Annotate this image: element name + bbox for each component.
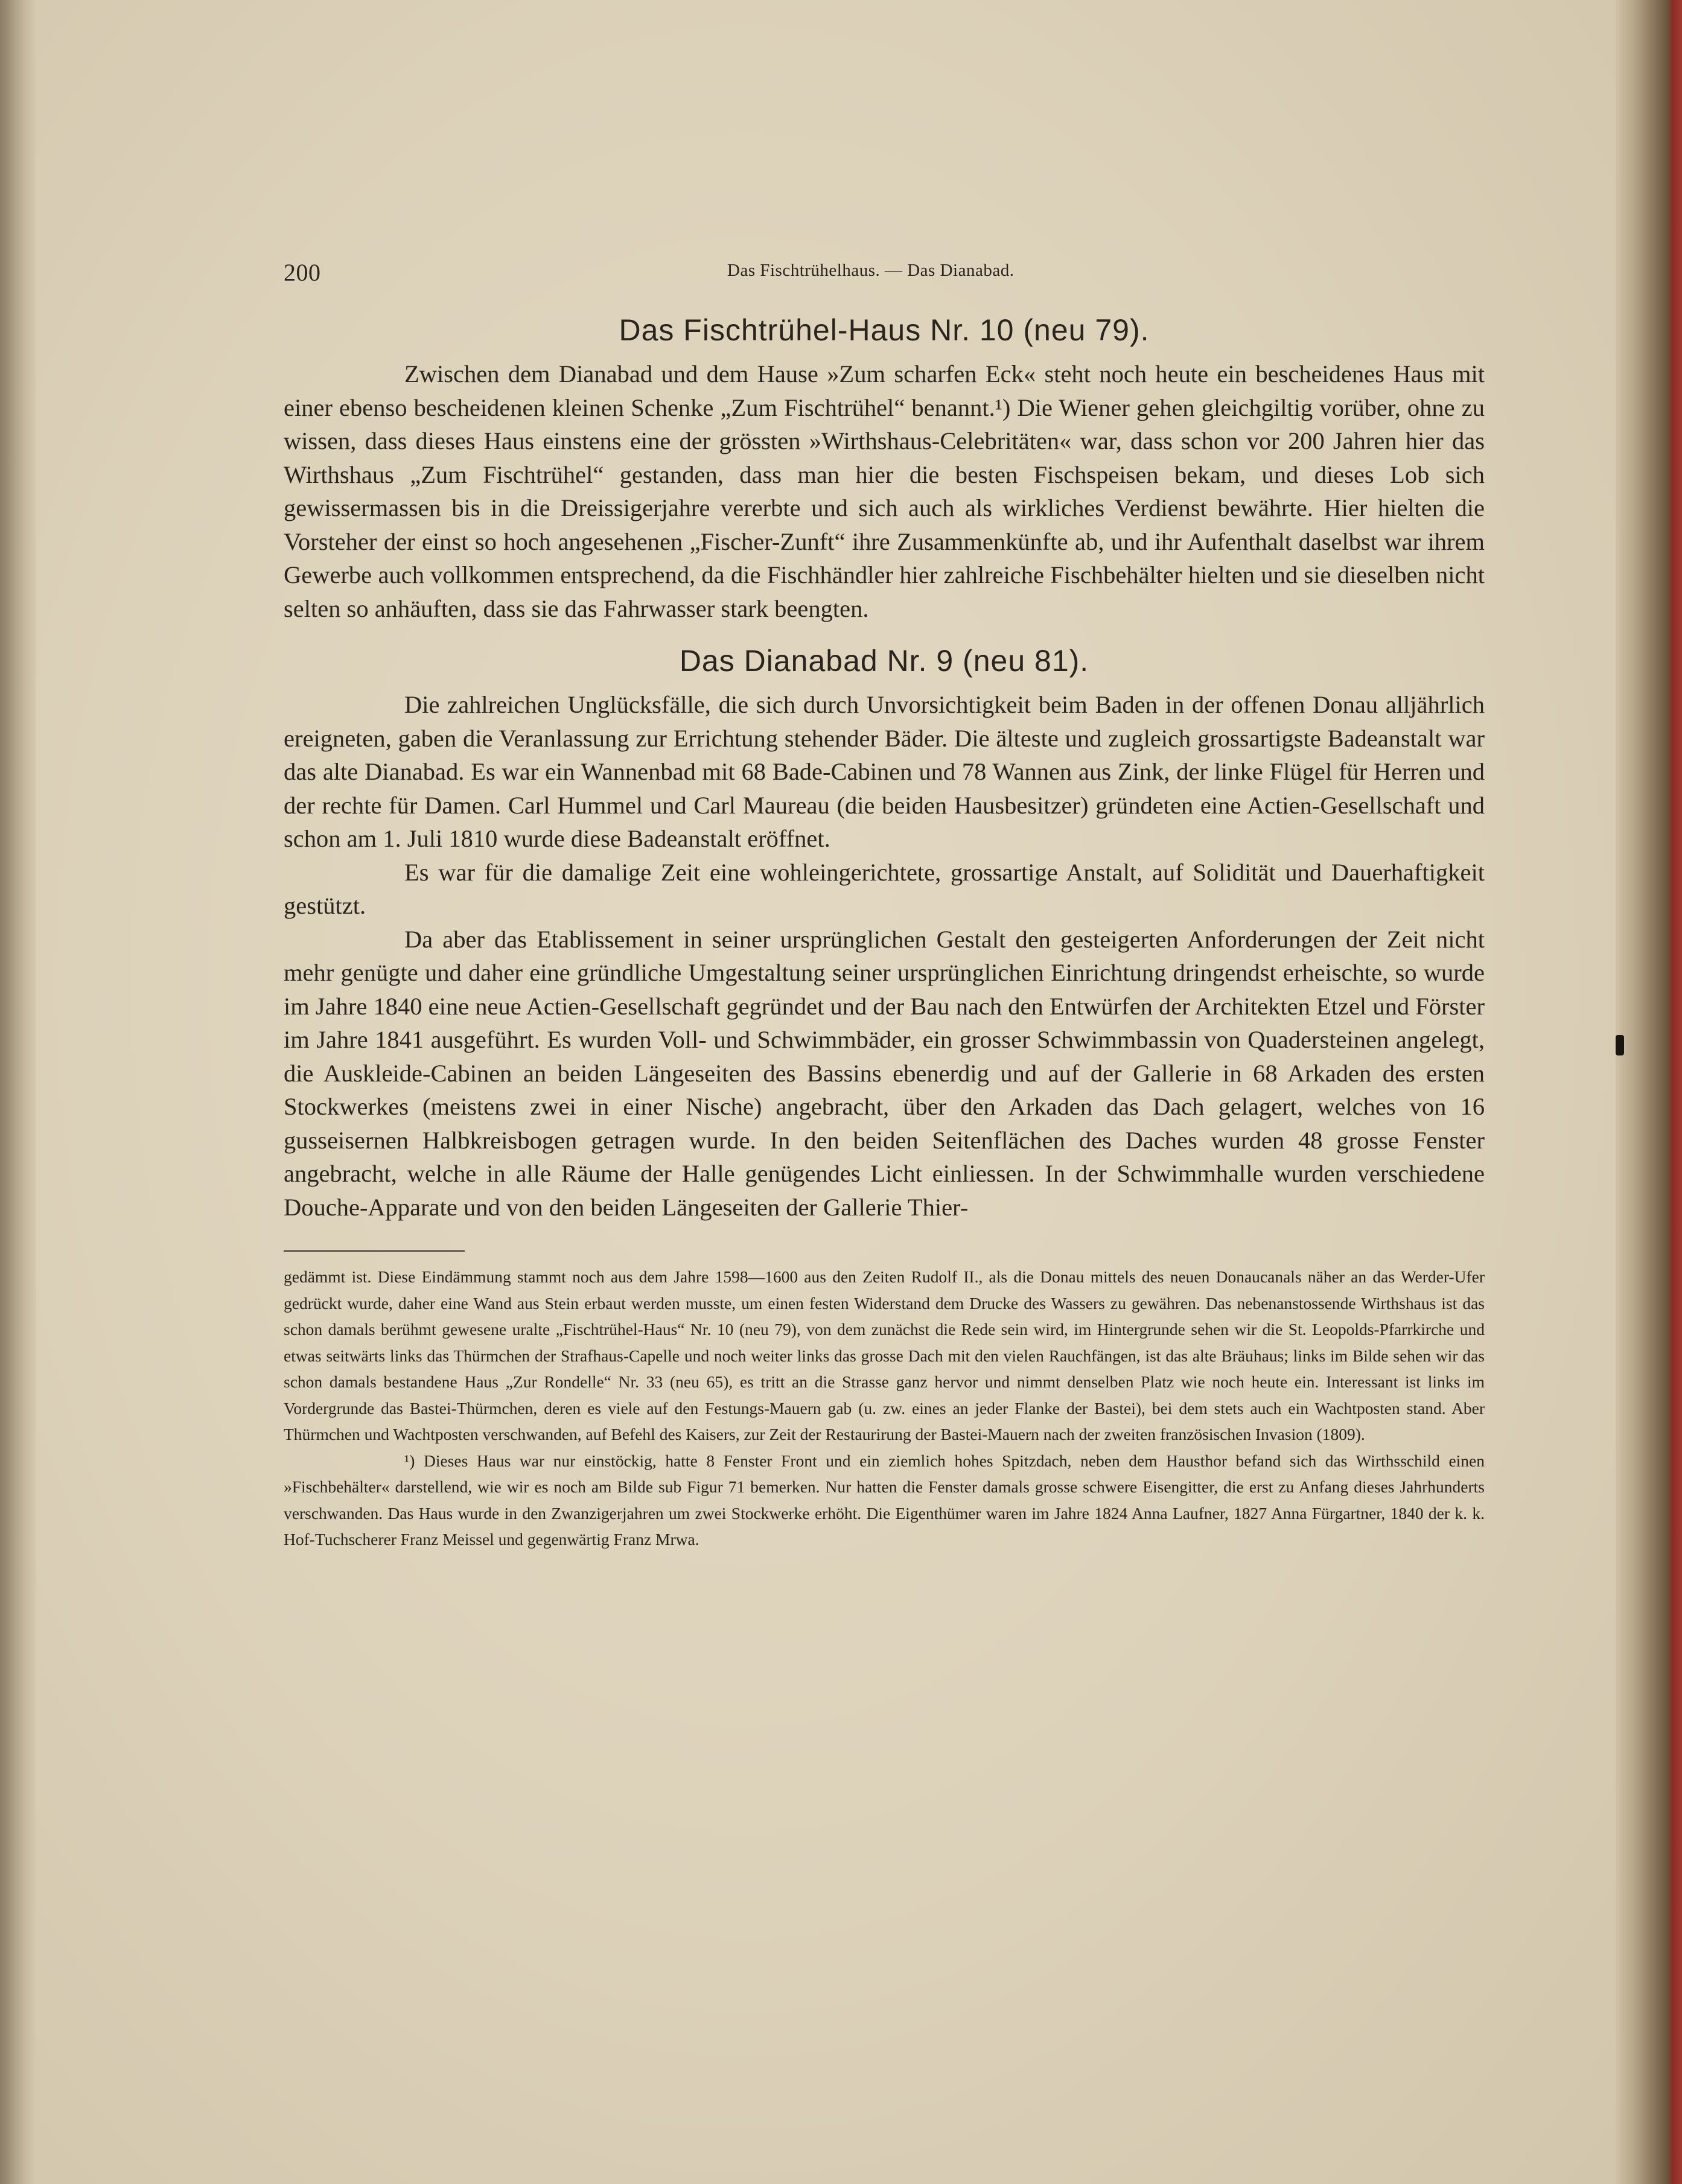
bookmark-tab — [1616, 1035, 1624, 1055]
page-stack-left-edge — [0, 0, 36, 2184]
book-page — [36, 0, 1616, 2184]
footnotes — [284, 1264, 1485, 1553]
footnote-1: ¹) Dieses Haus war nur einstöckig, hatte 8 Fenster Front und ein ziemlich hohes Spitzdach, neben dem Hausthor befand sich das Wirthsschild einen »Fischbehälter« darstellend, wie wir es noch am Bilde sub Figur 71 bemerken. Nur hatten die Fenster damals grosse schwere Eisengitter, die erst zu Anfang dieses Jahrhunderts verschwanden. Das Haus wurde in den Zwanzigerjahren um zwei Stockwerke erhöht. Die Eigenthümer waren im Jahre 1824 Anna Laufner, 1827 Anna Fürgartner, 1840 der k. k. Hof-Tuchscherer Franz Meissel und gegenwärtig Franz Mrwa. — [284, 1451, 1485, 1549]
page-stack-right-edge — [1616, 0, 1682, 2184]
paragraph: Es war für die damalige Zeit eine wohleingerichtete, grossartige Anstalt, auf Solidität und Dauerhaftigkeit gestützt. — [284, 858, 1485, 919]
section-heading: Das Dianabad Nr. 9 (neu 81). — [679, 644, 1089, 678]
footnote-continued: gedämmt ist. Diese Eindämmung stammt noch aus dem Jahre 1598—1600 aus den Zeiten Rudolf II., als die Donau mittels des neuen Donaucanals näher an das Werder-Ufer gedrückt wurde, daher eine Wand aus Stein erbaut werden musste, um einen festen Widerstand dem Drucke des Wassers zu gewähren. Das nebenanstossende Wirthshaus ist das schon damals berühmt gewesene uralte „Fischtrühel-Haus“ Nr. 10 (neu 79), von dem zunächst die Rede sein wird, im Hintergrunde sehen wir die St. Leopolds-Pfarrkirche und etwas seitwärts links das Thürmchen der Strafhaus-Capelle und noch weiter links das grosse Dach mit den vielen Rauchfängen, ist das alte Bräuhaus; links im Bilde sehen wir das schon damals bestandene Haus „Zur Rondelle“ Nr. 33 (neu 65), es tritt an die Strasse ganz hervor und nimmt denselben Platz wie noch heute ein. Interessant ist links im Vordergrunde das Bastei-Thürmchen, deren es viele auf den Festungs-Mauern gab (u. zw. eines an jeder Flanke der Bastei), bei dem stets auch ein Wachtposten stand. Aber Thürmchen und Wachtposten verschwanden, auf Befehl des Kaisers, zur Zeit der Restaurirung der Bastei-Mauern nach der zweiten französischen Invasion (1809). — [284, 1267, 1485, 1444]
page-number: 200 — [284, 259, 321, 286]
paragraph: Die zahlreichen Unglücksfälle, die sich durch Unvorsichtigkeit beim Baden in der offenen Donau alljährlich ereigneten, gaben die Veranlassung zur Errichtung stehender Bäder. Die älteste und zugleich grossartigste Badeanstalt war das alte Dianabad. Es war ein Wannenbad mit 68 Bade-Cabinen und 78 Wannen aus Zink, der linke Flügel für Herren und der rechte für Damen. Carl Hummel und Carl Maureau (die beiden Hausbesitzer) gründeten eine Actien-Gesellschaft und schon am 1. Juli 1810 wurde diese Badeanstalt eröffnet. — [284, 691, 1485, 852]
running-head — [284, 253, 1485, 290]
page-content — [284, 253, 1485, 1553]
running-head-title: Das Fischtrühelhaus. — Das Dianabad. — [727, 261, 1015, 280]
section-fischtruehel-haus — [284, 313, 1485, 625]
footnote-divider — [284, 1250, 465, 1252]
paragraph: Da aber das Etablissement in seiner ursprünglichen Gestalt den gesteigerten Anforderungen der Zeit nicht mehr genügte und daher eine gründliche Umgestaltung seiner ursprünglichen Einrichtung dringendst erheischte, so wurde im Jahre 1840 eine neue Actien-Gesellschaft gegründet und der Bau nach den Entwürfen der Architekten Etzel und Förster im Jahre 1841 ausgeführt. Es wurden Voll- und Schwimmbäder, ein grosser Schwimmbassin von Quadersteinen angelegt, die Auskleide-Cabinen an beiden Längeseiten des Bassins ebenerdig und auf der Gallerie in 68 Arkaden des ersten Stockwerkes (meistens zwei in einer Nische) angebracht, über den Arkaden das Dach gelagert, welches von 16 gusseisernen Halbkreisbogen getragen wurde. In den beiden Seitenflächen des Daches wurden 48 grosse Fenster angebracht, welche in alle Räume der Halle genügendes Licht einliessen. In der Schwimmhalle wurden verschiedene Douche-Apparate und von den beiden Längeseiten der Gallerie Thier- — [284, 925, 1485, 1221]
paragraph: Zwischen dem Dianabad und dem Hause »Zum scharfen Eck« steht noch heute ein bescheidenes Haus mit einer ebenso bescheidenen kleinen Schenke „Zum Fischtrühel“ benannt.¹) Die Wiener gehen gleichgiltig vorüber, ohne zu wissen, dass dieses Haus einstens eine der grössten »Wirthshaus-Celebritäten« war, dass schon vor 200 Jahren hier das Wirthshaus „Zum Fischtrühel“ gestanden, dass man hier die besten Fischspeisen bekam, und dieses Lob sich gewissermassen bis in die Dreissigerjahre vererbte und sich auch als wirkliches Verdienst bewährte. Hier hielten die Vorsteher der einst so hoch angesehenen „Fischer-Zunft“ ihre Zusammenkünfte ab, und ihr Aufenthalt daselbst war ihrem Gewerbe auch vollkommen entsprechend, da die Fischhändler hier zahlreiche Fischbehälter hielten und sie dieselben nicht selten so anhäuften, dass sie das Fahrwasser stark beengten. — [284, 360, 1485, 622]
section-heading: Das Fischtrühel-Haus Nr. 10 (neu 79). — [619, 313, 1150, 347]
section-dianabad — [284, 643, 1485, 1224]
